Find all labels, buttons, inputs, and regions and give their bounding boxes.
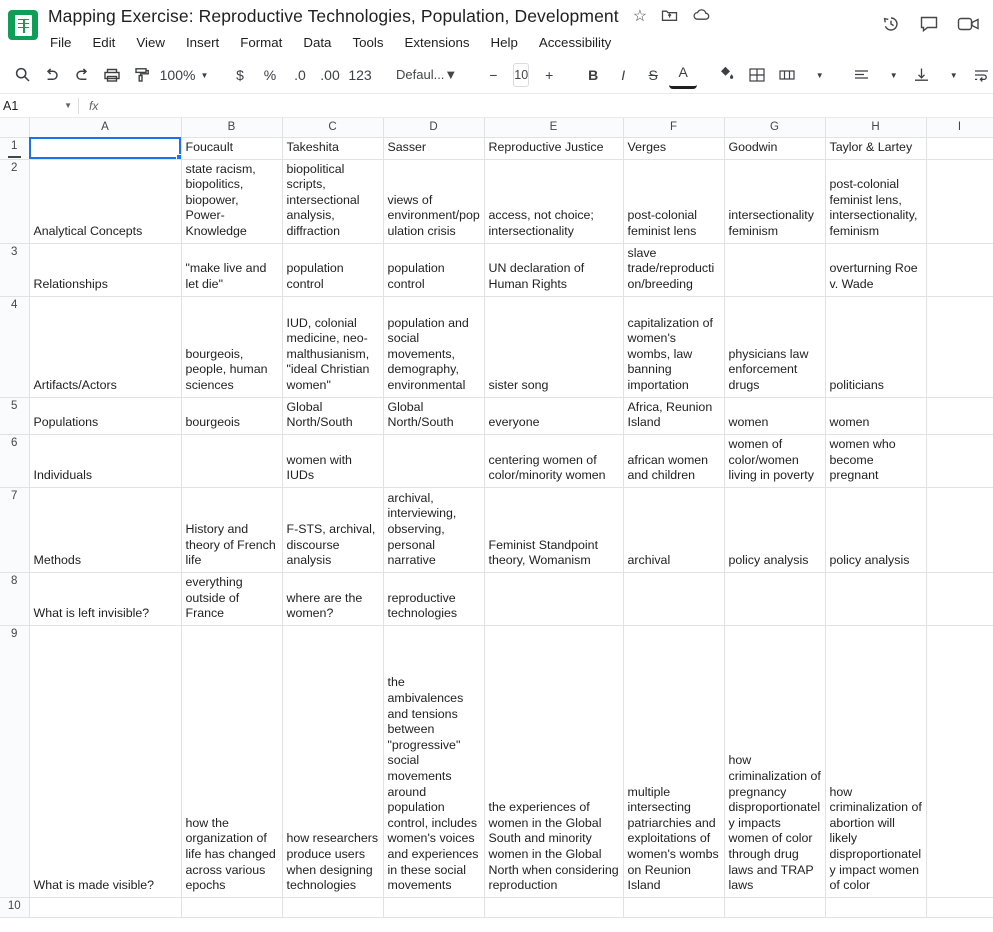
menu-view[interactable]: View [136,35,165,50]
cell-g7[interactable]: policy analysis [724,487,825,572]
column-header-c[interactable]: C [282,118,383,137]
cell-a9[interactable]: What is made visible? [29,625,181,897]
star-icon[interactable]: ☆ [632,7,648,25]
cell-e4[interactable]: sister song [484,296,623,397]
cell-c2[interactable]: biopolitical scripts, intersectional analysis, diffraction [282,159,383,243]
cell-b10[interactable] [181,897,282,917]
table-row [0,434,993,487]
cell-h8[interactable] [825,572,926,625]
row-header-2[interactable]: 2 [0,159,29,243]
font-family-value: Defaul... [396,67,445,82]
cell-c8[interactable]: where are the women? [282,572,383,625]
formula-input[interactable] [108,94,993,117]
cell-d3[interactable]: population control [383,243,484,296]
row-header-label: 1 [11,139,18,152]
row-header-8[interactable]: 8 [0,572,29,625]
row-header-3[interactable]: 3 [0,243,29,296]
cell-e3[interactable]: UN declaration of Human Rights [484,243,623,296]
cell-d10[interactable] [383,897,484,917]
strikethrough-button[interactable]: S [648,66,658,83]
column-header-a[interactable]: A [29,118,181,137]
cell-c9[interactable]: how researchers produce users when designing technologies [282,625,383,897]
cell-c7[interactable]: F-STS, archival, discourse analysis [282,487,383,572]
cell-h1[interactable]: Taylor & Lartey [825,137,926,159]
cell-e1[interactable]: Reproductive Justice [484,137,623,159]
video-call-icon[interactable] [957,15,981,39]
cell-i7[interactable] [926,487,993,572]
cell-f7[interactable]: archival [623,487,724,572]
cell-c10[interactable] [282,897,383,917]
cell-h4[interactable]: politicians [825,296,926,397]
bold-button[interactable]: B [588,66,599,83]
cell-f9[interactable]: multiple intersecting patriarchies and exploitations of women's wombs on Reunion Island [623,625,724,897]
chevron-down-icon: ▼ [889,71,898,80]
menu-insert[interactable]: Insert [185,35,220,50]
cell-c4[interactable]: IUD, colonial medicine, neo-malthusianism, "ideal Christian women" [282,296,383,397]
cell-b9[interactable]: how the organization of life has changed across various epochs [181,625,282,897]
column-header-h[interactable]: H [825,118,926,137]
menu-help[interactable]: Help [490,35,518,50]
zoom-value: 100% [159,66,196,83]
vertical-align-dropdown[interactable] [937,61,965,89]
borders-icon[interactable] [743,61,771,89]
cell-b4[interactable]: bourgeois, people, human sciences [181,296,282,397]
title-and-menus [48,6,881,51]
row-header-7[interactable]: 7 [0,487,29,572]
table-row [0,397,993,434]
cell-h3[interactable]: overturning Roe v. Wade [825,243,926,296]
cell-d7[interactable]: archival, interviewing, observing, personal narrative [383,487,484,572]
menu-bar [48,34,881,51]
cell-f2[interactable]: post-colonial feminist lens [623,159,724,243]
cell-f4[interactable]: capitalization of women's wombs, law banning importation [623,296,724,397]
horizontal-align-icon[interactable] [847,61,875,89]
menu-tools[interactable]: Tools [352,35,384,50]
text-color-button[interactable]: A [669,61,697,89]
chevron-down-icon: ▼ [949,71,958,80]
formula-bar [0,94,993,118]
cell-h9[interactable]: how criminalization of abortion will likely disproportionately impact women of color [825,625,926,897]
vertical-align-icon[interactable] [907,61,935,89]
cell-i4[interactable] [926,296,993,397]
spreadsheet-grid[interactable] [0,118,993,932]
cell-e8[interactable] [484,572,623,625]
currency-format-button[interactable]: $ [236,66,244,83]
print-icon[interactable] [98,61,126,89]
increase-decimal-button[interactable]: .00 [320,66,340,83]
cell-g6[interactable]: women of color/women living in poverty [724,434,825,487]
search-icon[interactable] [8,61,36,89]
row-header-5[interactable]: 5 [0,397,29,434]
cell-b6[interactable] [181,434,282,487]
cell-g2[interactable]: intersectionality feminism [724,159,825,243]
sheets-logo[interactable] [8,10,38,40]
cell-e9[interactable]: the experiences of women in the Global South and minority women in the Global North when considering reproduction [484,625,623,897]
cell-b8[interactable]: everything outside of France [181,572,282,625]
cell-i3[interactable] [926,243,993,296]
fill-color-icon[interactable] [713,61,741,89]
cell-i10[interactable] [926,897,993,917]
cell-a1[interactable] [29,137,181,159]
decrease-font-size-button[interactable]: − [489,66,498,83]
cell-g10[interactable] [724,897,825,917]
table-row [0,243,993,296]
column-header-g[interactable]: G [724,118,825,137]
menu-accessibility[interactable]: Accessibility [538,35,612,50]
table-row [0,296,993,397]
cell-b7[interactable]: History and theory of French life [181,487,282,572]
cell-b1[interactable]: Foucault [181,137,282,159]
cell-d6[interactable] [383,434,484,487]
undo-icon[interactable] [38,61,66,89]
cell-d1[interactable]: Sasser [383,137,484,159]
cell-d8[interactable]: reproductive technologies [383,572,484,625]
cell-f3[interactable]: slave trade/reproduction/breeding [623,243,724,296]
menu-file[interactable]: File [50,35,72,50]
cell-d5[interactable]: Global North/South [383,397,484,434]
cell-i5[interactable] [926,397,993,434]
cell-a5[interactable]: Populations [29,397,181,434]
sheets-logo-glyph [15,15,32,36]
column-header-row [0,118,993,137]
cell-f8[interactable] [623,572,724,625]
row-resize-handle[interactable] [8,156,21,158]
cell-a3[interactable]: Relationships [29,243,181,296]
font-size-input[interactable]: 10 [513,63,529,87]
document-title[interactable]: Mapping Exercise: Reproductive Technologies, Population, Development [48,6,619,26]
cell-g1[interactable]: Goodwin [724,137,825,159]
cell-c1[interactable]: Takeshita [282,137,383,159]
table-row [0,572,993,625]
cell-d4[interactable]: population and social movements, demography, environmental [383,296,484,397]
paint-format-icon[interactable] [128,61,156,89]
name-box[interactable] [0,94,78,117]
column-header-e[interactable]: E [484,118,623,137]
cloud-saved-icon[interactable] [692,8,711,25]
table-row [0,897,993,917]
cell-a4[interactable]: Artifacts/Actors [29,296,181,397]
cell-i8[interactable] [926,572,993,625]
cell-c3[interactable]: population control [282,243,383,296]
row-header-10[interactable]: 10 [0,897,29,917]
cell-f10[interactable] [623,897,724,917]
cell-e2[interactable]: access, not choice; intersectionality [484,159,623,243]
column-header-i[interactable]: I [926,118,993,137]
title-row [48,6,881,27]
header-actions [881,14,983,40]
increase-font-size-button[interactable]: + [545,66,554,83]
cell-a8[interactable]: What is left invisible? [29,572,181,625]
cell-d9[interactable]: the ambivalences and tensions between "progressive" social movements around population control, includes women's voices and experiences in these social movements [383,625,484,897]
cell-g3[interactable] [724,243,825,296]
cell-i1[interactable] [926,137,993,159]
toolbar [0,56,993,94]
cell-b5[interactable]: bourgeois [181,397,282,434]
table-row [0,625,993,897]
text-wrap-icon[interactable] [967,61,993,89]
row-header-6[interactable]: 6 [0,434,29,487]
italic-button[interactable]: I [621,66,626,83]
cell-h2[interactable]: post-colonial feminist lens, intersectionality, feminism [825,159,926,243]
cell-f5[interactable]: Africa, Reunion Island [623,397,724,434]
cell-c6[interactable]: women with IUDs [282,434,383,487]
row-header-4[interactable]: 4 [0,296,29,397]
chevron-down-icon: ▼ [815,71,824,80]
cell-h7[interactable]: policy analysis [825,487,926,572]
cell-g8[interactable] [724,572,825,625]
chevron-down-icon: ▼ [444,67,458,82]
cell-a10[interactable] [29,897,181,917]
cell-a6[interactable]: Individuals [29,434,181,487]
cell-e5[interactable]: everyone [484,397,623,434]
select-all-corner[interactable] [0,118,29,137]
version-history-icon[interactable] [881,14,901,40]
percent-format-button[interactable]: % [263,66,277,83]
cell-b3[interactable]: "make live and let die" [181,243,282,296]
row-header-1[interactable] [0,137,29,159]
cell-e6[interactable]: centering women of color/minority women [484,434,623,487]
row-header-9[interactable]: 9 [0,625,29,897]
cell-i2[interactable] [926,159,993,243]
decrease-decimal-button[interactable]: .0 [294,66,306,83]
column-header-d[interactable]: D [383,118,484,137]
app-header [0,0,993,56]
merge-cells-icon[interactable] [773,61,801,89]
fx-label: fx [89,98,99,113]
cell-g5[interactable]: women [724,397,825,434]
cell-c5[interactable]: Global North/South [282,397,383,434]
cell-h10[interactable] [825,897,926,917]
more-formats-button[interactable]: 123 [348,66,372,83]
cell-i9[interactable] [926,625,993,897]
table-row [0,159,993,243]
cell-f1[interactable]: Verges [623,137,724,159]
name-box-value: A1 [3,98,19,113]
menu-edit[interactable]: Edit [92,35,116,50]
comment-icon[interactable] [919,15,939,39]
table-row [0,487,993,572]
cell-i6[interactable] [926,434,993,487]
merge-cells-dropdown[interactable] [803,61,831,89]
cell-b2[interactable]: state racism, biopolitics, biopower, Power-Knowledge [181,159,282,243]
menu-extensions[interactable]: Extensions [404,35,470,50]
table-row [0,137,993,159]
chevron-down-icon: ▼ [64,101,72,110]
font-family-selector[interactable] [390,62,463,88]
cell-a7[interactable]: Methods [29,487,181,572]
cell-h5[interactable]: women [825,397,926,434]
redo-icon[interactable] [68,61,96,89]
cell-a2[interactable]: Analytical Concepts [29,159,181,243]
menu-format[interactable]: Format [240,35,283,50]
column-header-f[interactable]: F [623,118,724,137]
cell-d2[interactable]: views of environment/population crisis [383,159,484,243]
cell-e10[interactable] [484,897,623,917]
cell-g4[interactable]: physicians law enforcement drugs [724,296,825,397]
cell-g9[interactable]: how criminalization of pregnancy disproportionately impacts women of color through drug laws and TRAP laws [724,625,825,897]
cell-e7[interactable]: Feminist Standpoint theory, Womanism [484,487,623,572]
menu-data[interactable]: Data [303,35,332,50]
column-header-b[interactable]: B [181,118,282,137]
horizontal-align-dropdown[interactable] [877,61,905,89]
cell-h6[interactable]: women who become pregnant [825,434,926,487]
chevron-down-icon: ▼ [200,71,209,80]
zoom-selector[interactable] [158,61,210,89]
move-to-folder-icon[interactable] [661,8,678,25]
cell-f6[interactable]: african women and children [623,434,724,487]
